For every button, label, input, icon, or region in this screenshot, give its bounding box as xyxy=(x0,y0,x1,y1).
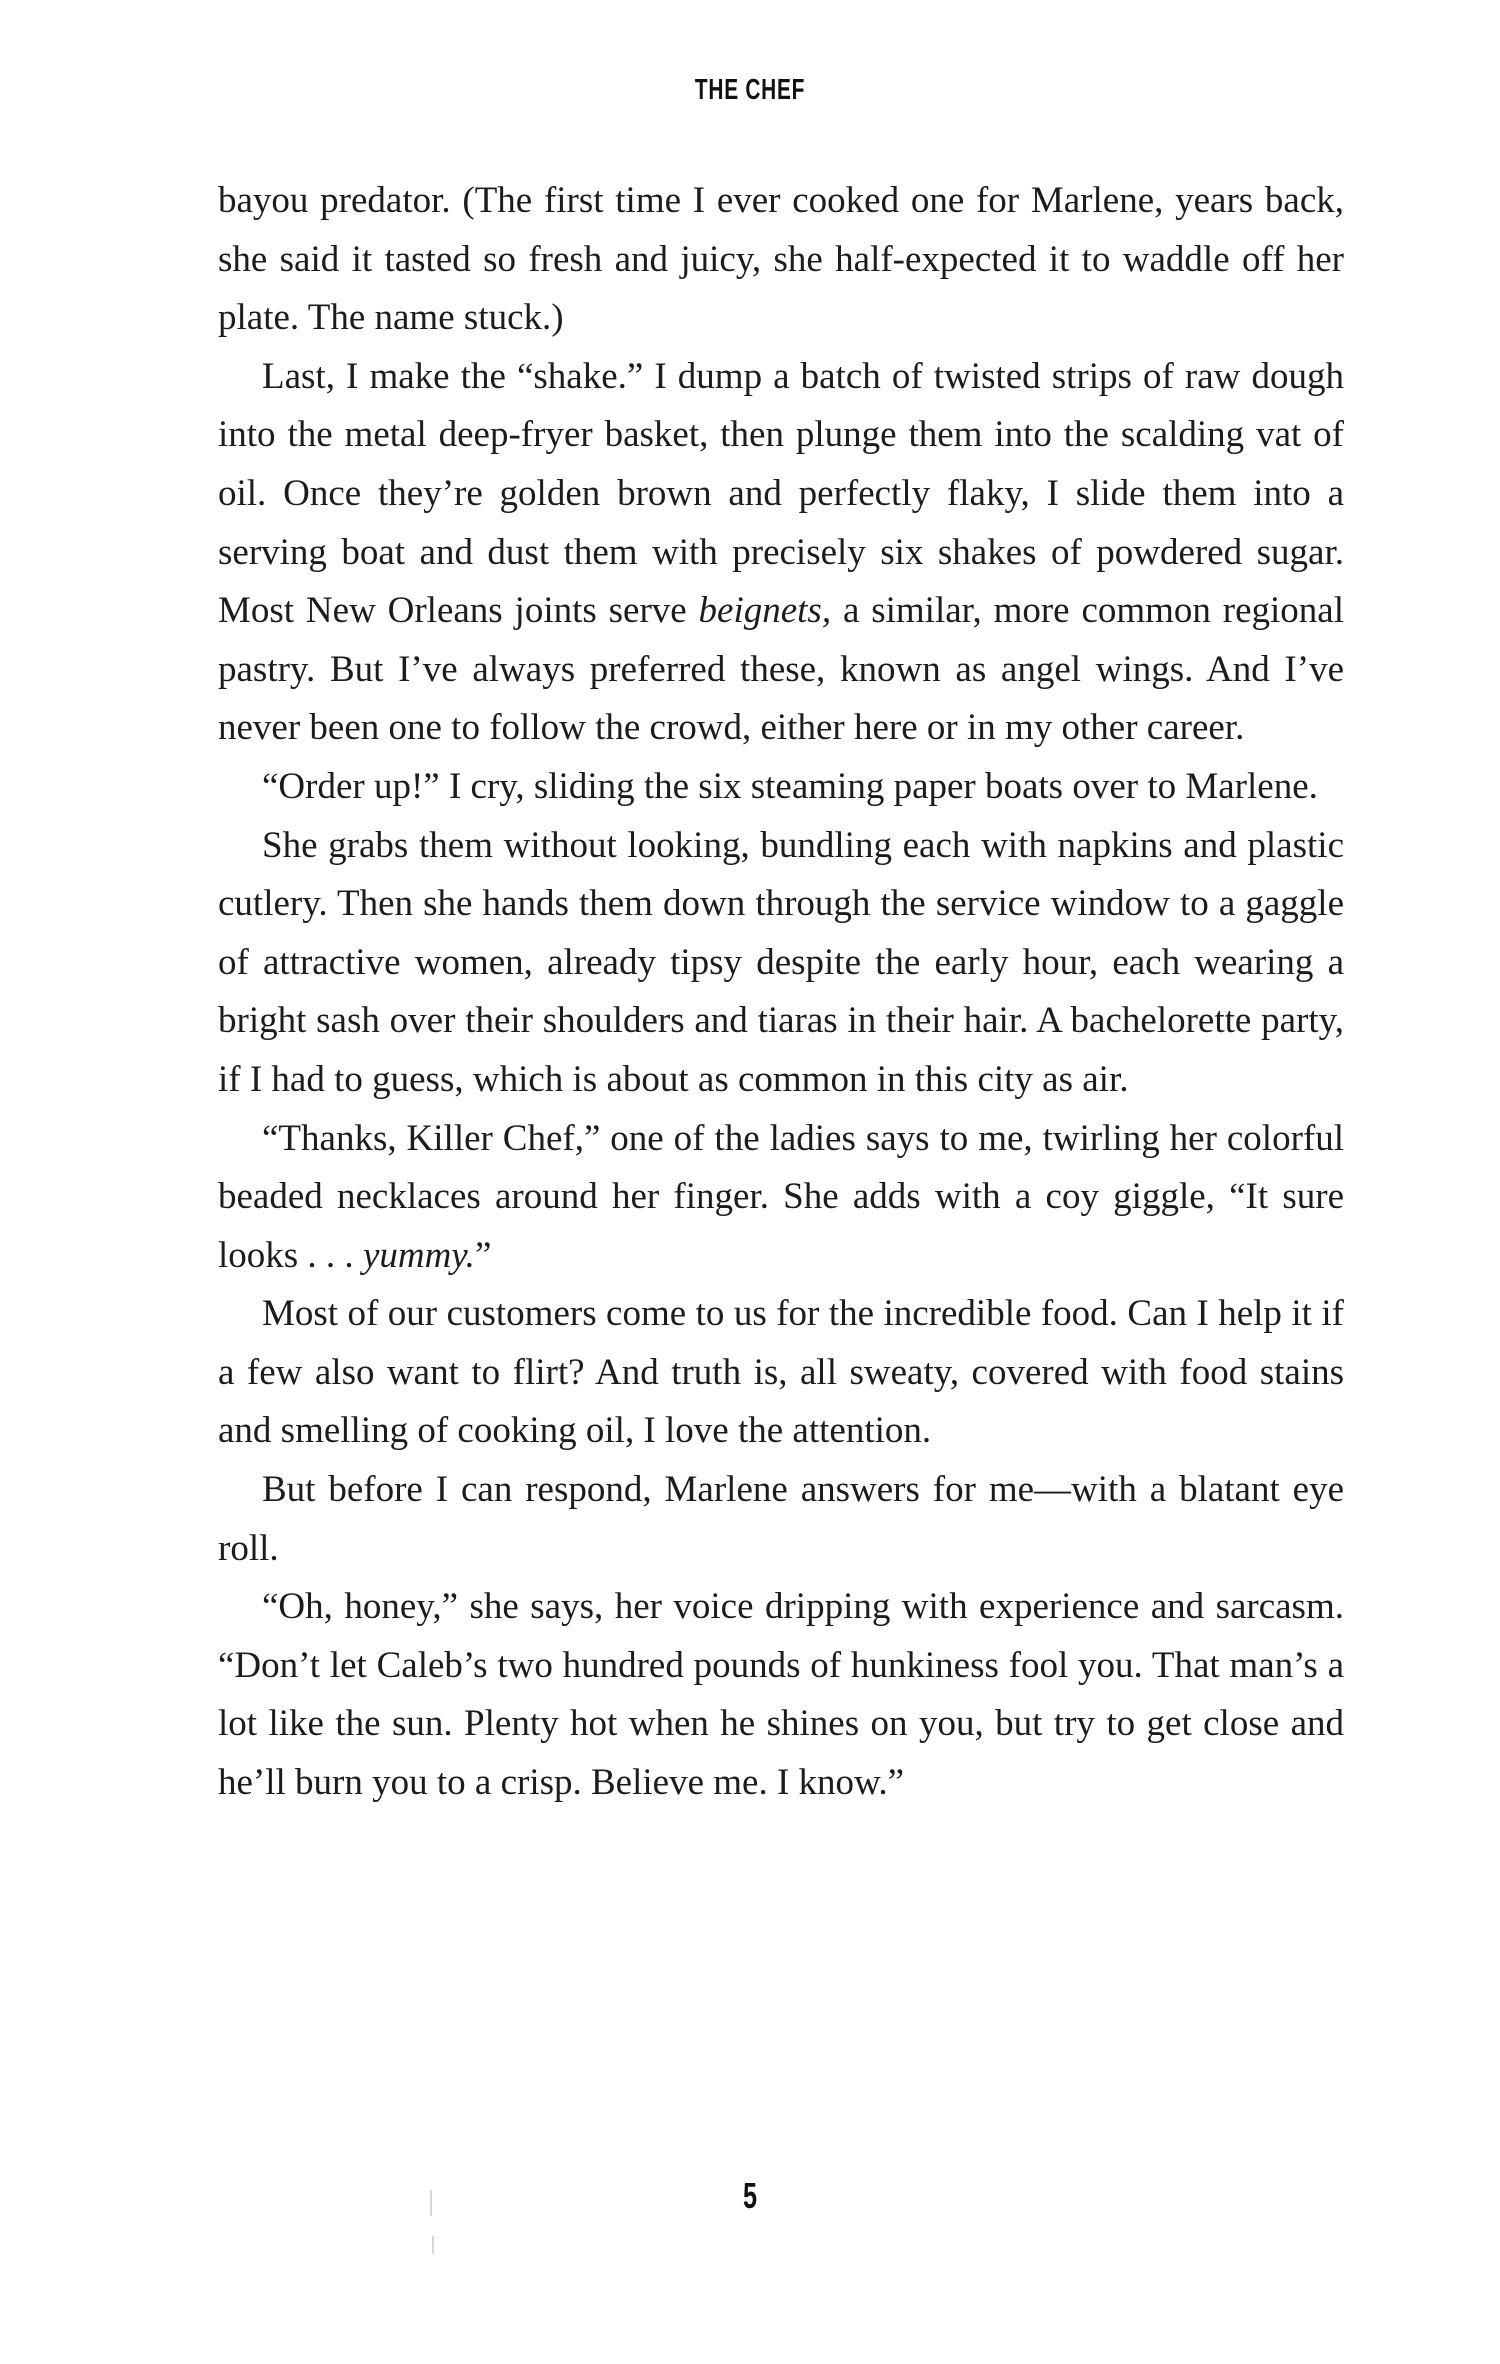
paragraph-4: She grabs them without looking, bundling each with napkins and plastic cutlery. Then she hands them down through the service window to a gaggle of attractive women, already tipsy despite the early hour, each wearing a bright sash over their shoulders and tiaras in their hair. A bachelorette party, if I had to guess, which is about as common in this city as air. xyxy=(218,824,1344,1100)
body-text xyxy=(218,172,1344,1813)
paragraph-8: “Oh, honey,” she says, her voice dripping with experience and sarcasm. “Don’t let Caleb’s two hundred pounds of hunkiness fool you. That man’s a lot like the sun. Plenty hot when he shines on you, but try to get close and he’ll burn you to a crisp. Believe me. I know.” xyxy=(218,1586,1344,1804)
paragraph-5-text-before: “Thanks, Killer Chef,” one of the ladies says to me, twirling her colorful beaded necklaces around her finger. She adds with a coy giggle, “It sure looks . . . xyxy=(218,1117,1344,1276)
page-number: 5 xyxy=(742,2175,758,2216)
running-head: THE CHEF xyxy=(694,74,806,106)
paragraph-5 xyxy=(218,1110,1344,1286)
paragraph-2-text-before: Last, I make the “shake.” I dump a batch of twisted strips of raw dough into the metal deep-fryer basket, then plunge them into the scalding vat of oil. Once they’re golden brown and perfectly flaky, I slide them into a serving boat and dust them with precisely six shakes of powdered sugar. Most New Orleans joints serve xyxy=(218,355,1344,632)
paragraph-2-text-after: a similar, more common regional pastry. But I’ve always preferred these, known as angel wings. And I’ve never been one to follow the crowd, either here or in my other career. xyxy=(218,590,1344,749)
paragraph-2 xyxy=(218,348,1344,758)
paragraph-7: But before I can respond, Marlene answers for me—with a blatant eye roll. xyxy=(218,1469,1344,1569)
paragraph-3: “Order up!” I cry, sliding the six steaming paper boats over to Marlene. xyxy=(262,765,1318,807)
paragraph-5-italic: yummy. xyxy=(362,1234,475,1276)
paragraph-5-text-after: ” xyxy=(474,1234,492,1276)
paragraph-2-italic: beignets, xyxy=(698,590,832,632)
paragraph-1: bayou predator. (The first time I ever cooked one for Marlene, years back, she said it tasted so fresh and juicy, she half-expected it to waddle off her plate. The name stuck.) xyxy=(218,180,1344,339)
paragraph-6: Most of our customers come to us for the incredible food. Can I help it if a few also want to flirt? And truth is, all sweaty, covered with food stains and smelling of cooking oil, I love the attention. xyxy=(218,1293,1344,1452)
scan-mark-left-lower xyxy=(432,2236,434,2254)
